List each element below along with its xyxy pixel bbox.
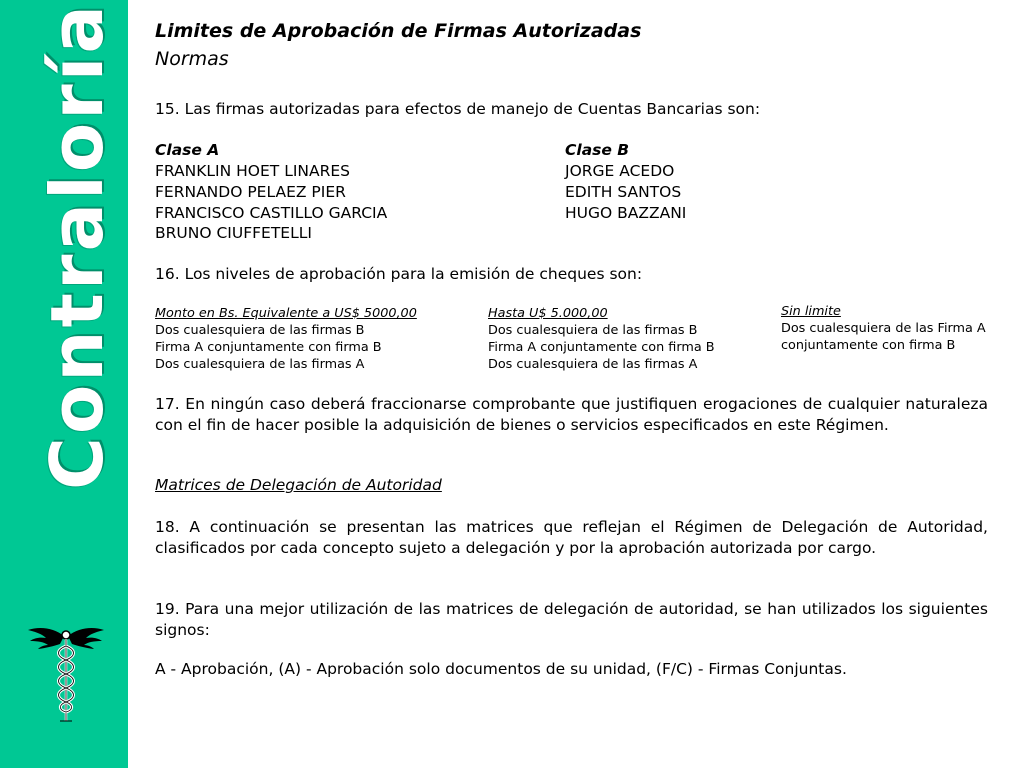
- class-b-name: HUGO BAZZANI: [565, 204, 687, 222]
- page-title: Limites de Aprobación de Firmas Autorizadas: [155, 20, 642, 42]
- class-a-name: FRANKLIN HOET LINARES: [155, 162, 350, 180]
- class-a-name: FERNANDO PELAEZ PIER: [155, 183, 346, 201]
- class-b-heading: Clase B: [565, 141, 630, 159]
- approval-line: Dos cualesquiera de las firmas A: [488, 357, 698, 372]
- approval-column-heading: Monto en Bs. Equivalente a US$ 5000,00: [155, 306, 417, 321]
- approval-line: Dos cualesquiera de las firmas B: [155, 323, 365, 338]
- approval-line: Dos cualesquiera de las firmas A: [155, 357, 365, 372]
- caduceus-icon: [26, 624, 106, 724]
- section-17-paragraph: 17. En ningún caso deberá fraccionarse comprobante que justifiquen erogaciones de cualquier naturaleza con el fin de hacer posible la adquisición de bienes o servicios especificados en este Régimen.: [155, 395, 988, 434]
- sidebar: [0, 0, 128, 768]
- section-18-paragraph: 18. A continuación se presentan las matrices que reflejan el Régimen de Delegación de Autoridad, clasificados por cada concepto sujeto a delegación y por la aprobación autorizada por cargo.: [155, 518, 988, 557]
- page-subtitle: Normas: [155, 48, 229, 70]
- class-a-heading: Clase A: [155, 141, 220, 159]
- approval-line: Dos cualesquiera de las Firma A: [781, 321, 986, 336]
- section-16-intro: 16. Los niveles de aprobación para la emisión de cheques son:: [155, 265, 643, 283]
- class-b-name: JORGE ACEDO: [565, 162, 675, 180]
- class-a-name: BRUNO CIUFFETELLI: [155, 224, 312, 242]
- matrices-heading: Matrices de Delegación de Autoridad: [155, 476, 442, 494]
- section-15-intro: 15. Las firmas autorizadas para efectos de manejo de Cuentas Bancarias son:: [155, 100, 761, 118]
- signs-legend: A - Aprobación, (A) - Aprobación solo documentos de su unidad, (F/C) - Firmas Conjuntas.: [155, 660, 847, 678]
- brand-title: Contraloría: [35, 2, 119, 490]
- approval-column-heading: Hasta U$ 5.000,00: [488, 306, 608, 321]
- class-b-name: EDITH SANTOS: [565, 183, 682, 201]
- approval-line: Firma A conjuntamente con firma B: [488, 340, 715, 355]
- approval-line: Firma A conjuntamente con firma B: [155, 340, 382, 355]
- approval-line: conjuntamente con firma B: [781, 338, 956, 353]
- approval-line: Dos cualesquiera de las firmas B: [488, 323, 698, 338]
- section-19-paragraph: 19. Para una mejor utilización de las matrices de delegación de autoridad, se han utilizados los siguientes signos:: [155, 600, 988, 639]
- approval-column-heading: Sin limite: [781, 304, 841, 319]
- class-a-name: FRANCISCO CASTILLO GARCIA: [155, 204, 388, 222]
